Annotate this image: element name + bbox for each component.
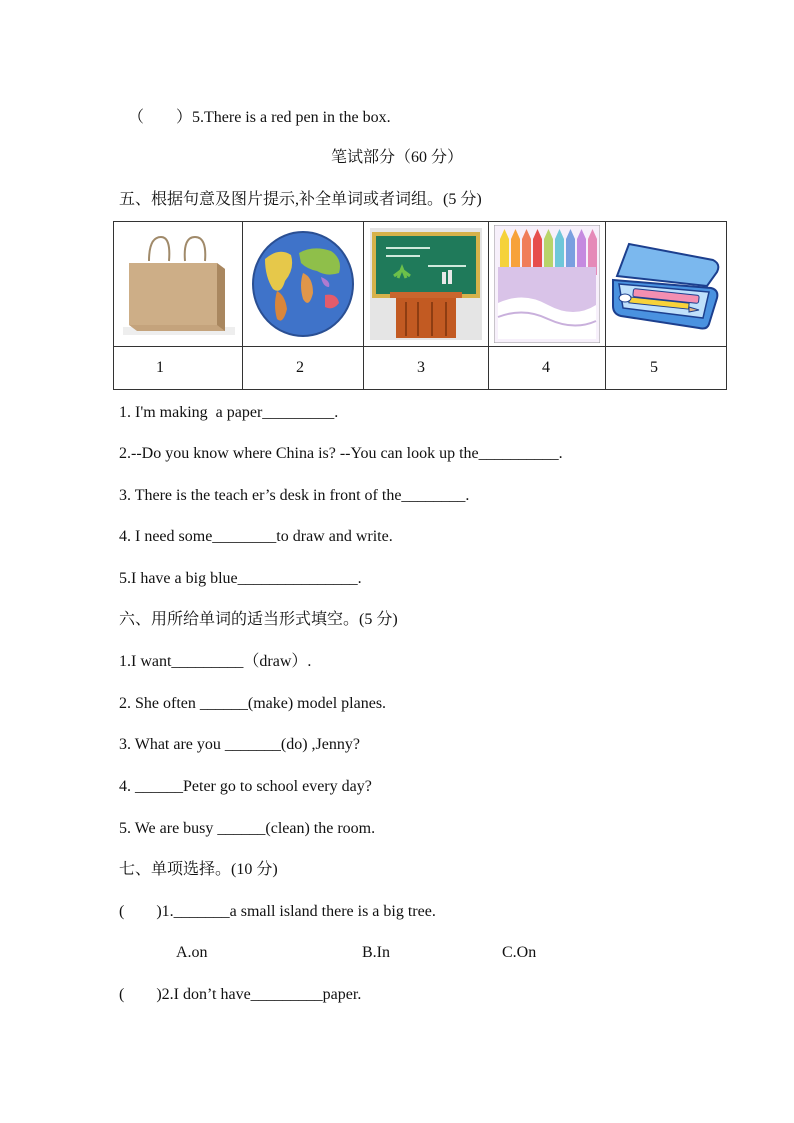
- section-5-item-3: 3. There is the teach er’s desk in front of the________.: [119, 487, 470, 504]
- section-5-item-4: 4. I need some________to draw and write.: [119, 528, 393, 545]
- section-5-title: 五、根据句意及图片提示,补全单词或者词组。(5 分): [119, 191, 482, 208]
- picture-cell-4: [489, 222, 606, 347]
- section-7-question-2: ( )2.I don’t have_________paper.: [119, 986, 362, 1003]
- section-5-item-2: 2.--Do you know where China is? --You can look up the__________.: [119, 445, 563, 462]
- picture-table: [113, 221, 727, 390]
- section-6-item-1: 1.I want_________（draw）.: [119, 653, 312, 670]
- section-7-question-1: ( )1._______a small island there is a big tree.: [119, 903, 436, 920]
- picture-cell-3: [364, 222, 489, 347]
- section-6-title: 六、用所给单词的适当形式填空。(5 分): [119, 611, 398, 628]
- picture-label-1: 1: [114, 347, 243, 390]
- true-false-item-5: （ ）5.There is a red pen in the box.: [128, 109, 391, 126]
- picture-label-5: 5: [606, 347, 727, 390]
- section-5-item-5: 5.I have a big blue_______________.: [119, 570, 362, 587]
- picture-cell-5: [606, 222, 727, 347]
- section-5-item-1: 1. I'm making a paper_________.: [119, 404, 339, 421]
- picture-label-4: 4: [489, 347, 606, 390]
- picture-label-2: 2: [243, 347, 364, 390]
- picture-cell-2: [243, 222, 364, 347]
- section-6-item-3: 3. What are you _______(do) ,Jenny?: [119, 736, 360, 753]
- picture-label-3: 3: [364, 347, 489, 390]
- section-6-item-5: 5. We are busy ______(clean) the room.: [119, 820, 376, 837]
- section-6-item-2: 2. She often ______(make) model planes.: [119, 695, 387, 712]
- section-7-title: 七、单项选择。(10 分): [119, 861, 278, 878]
- option-b: B.In: [362, 944, 390, 961]
- paper-bag-icon: [119, 229, 237, 339]
- option-c: C.On: [502, 944, 537, 961]
- world-map-icon: [251, 229, 355, 339]
- option-a: A.on: [176, 944, 208, 961]
- crayons-icon: [494, 225, 600, 343]
- blackboard-and-desk-icon: [370, 228, 482, 340]
- section-6-item-4: 4. ______Peter go to school every day?: [119, 778, 372, 795]
- picture-cell-1: [114, 222, 243, 347]
- pencil-case-icon: [609, 236, 723, 332]
- written-section-header: 笔试部分（60 分）: [330, 149, 463, 166]
